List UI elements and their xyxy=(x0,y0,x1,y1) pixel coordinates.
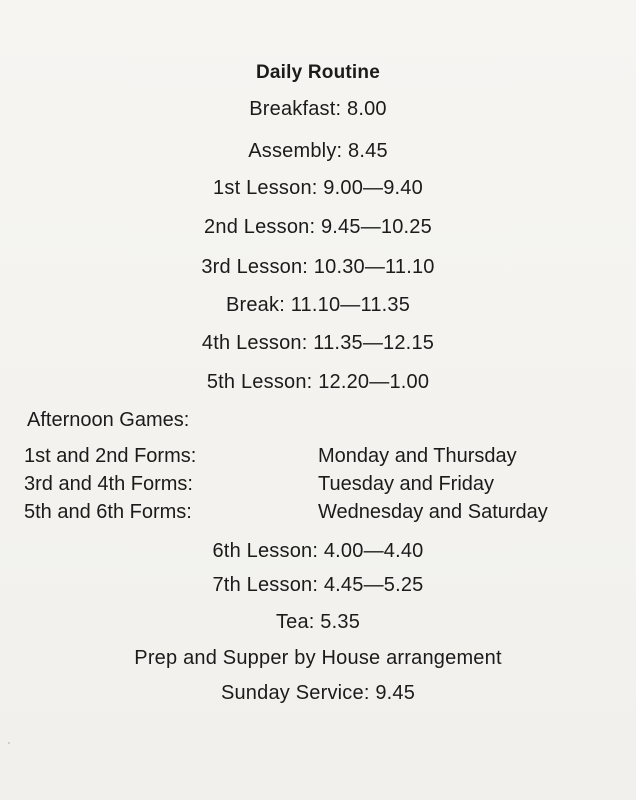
schedule-lesson-5: 5th Lesson: 12.20—1.00 xyxy=(206,371,430,393)
schedule-prep-supper: Prep and Supper by House arrangement xyxy=(134,647,502,669)
schedule-lesson-1: 1st Lesson: 9.00—9.40 xyxy=(213,177,423,199)
schedule-lesson-4: 4th Lesson: 11.35—12.15 xyxy=(201,332,435,354)
schedule-lesson-6: 6th Lesson: 4.00—4.40 xyxy=(212,540,424,562)
schedule-lesson-3: 3rd Lesson: 10.30—11.10 xyxy=(201,256,435,278)
paper-speck xyxy=(8,742,10,744)
schedule-lesson-2: 2nd Lesson: 9.45—10.25 xyxy=(204,216,432,238)
schedule-tea: Tea: 5.35 xyxy=(275,611,361,633)
schedule-breakfast: Breakfast: 8.00 xyxy=(249,98,387,120)
forms-label: 3rd and 4th Forms: xyxy=(24,473,193,495)
schedule-break: Break: 11.10—11.35 xyxy=(225,294,411,316)
games-days: Monday and Thursday xyxy=(318,445,517,467)
forms-label: 1st and 2nd Forms: xyxy=(24,445,197,467)
schedule-assembly: Assembly: 8.45 xyxy=(248,140,388,162)
games-days: Wednesday and Saturday xyxy=(318,501,548,523)
afternoon-games-heading: Afternoon Games: xyxy=(27,409,190,431)
forms-label: 5th and 6th Forms: xyxy=(24,501,192,523)
schedule-lesson-7: 7th Lesson: 4.45—5.25 xyxy=(212,574,424,596)
document-title: Daily Routine xyxy=(255,62,380,83)
schedule-sunday-service: Sunday Service: 9.45 xyxy=(220,682,416,704)
games-days: Tuesday and Friday xyxy=(318,473,495,495)
